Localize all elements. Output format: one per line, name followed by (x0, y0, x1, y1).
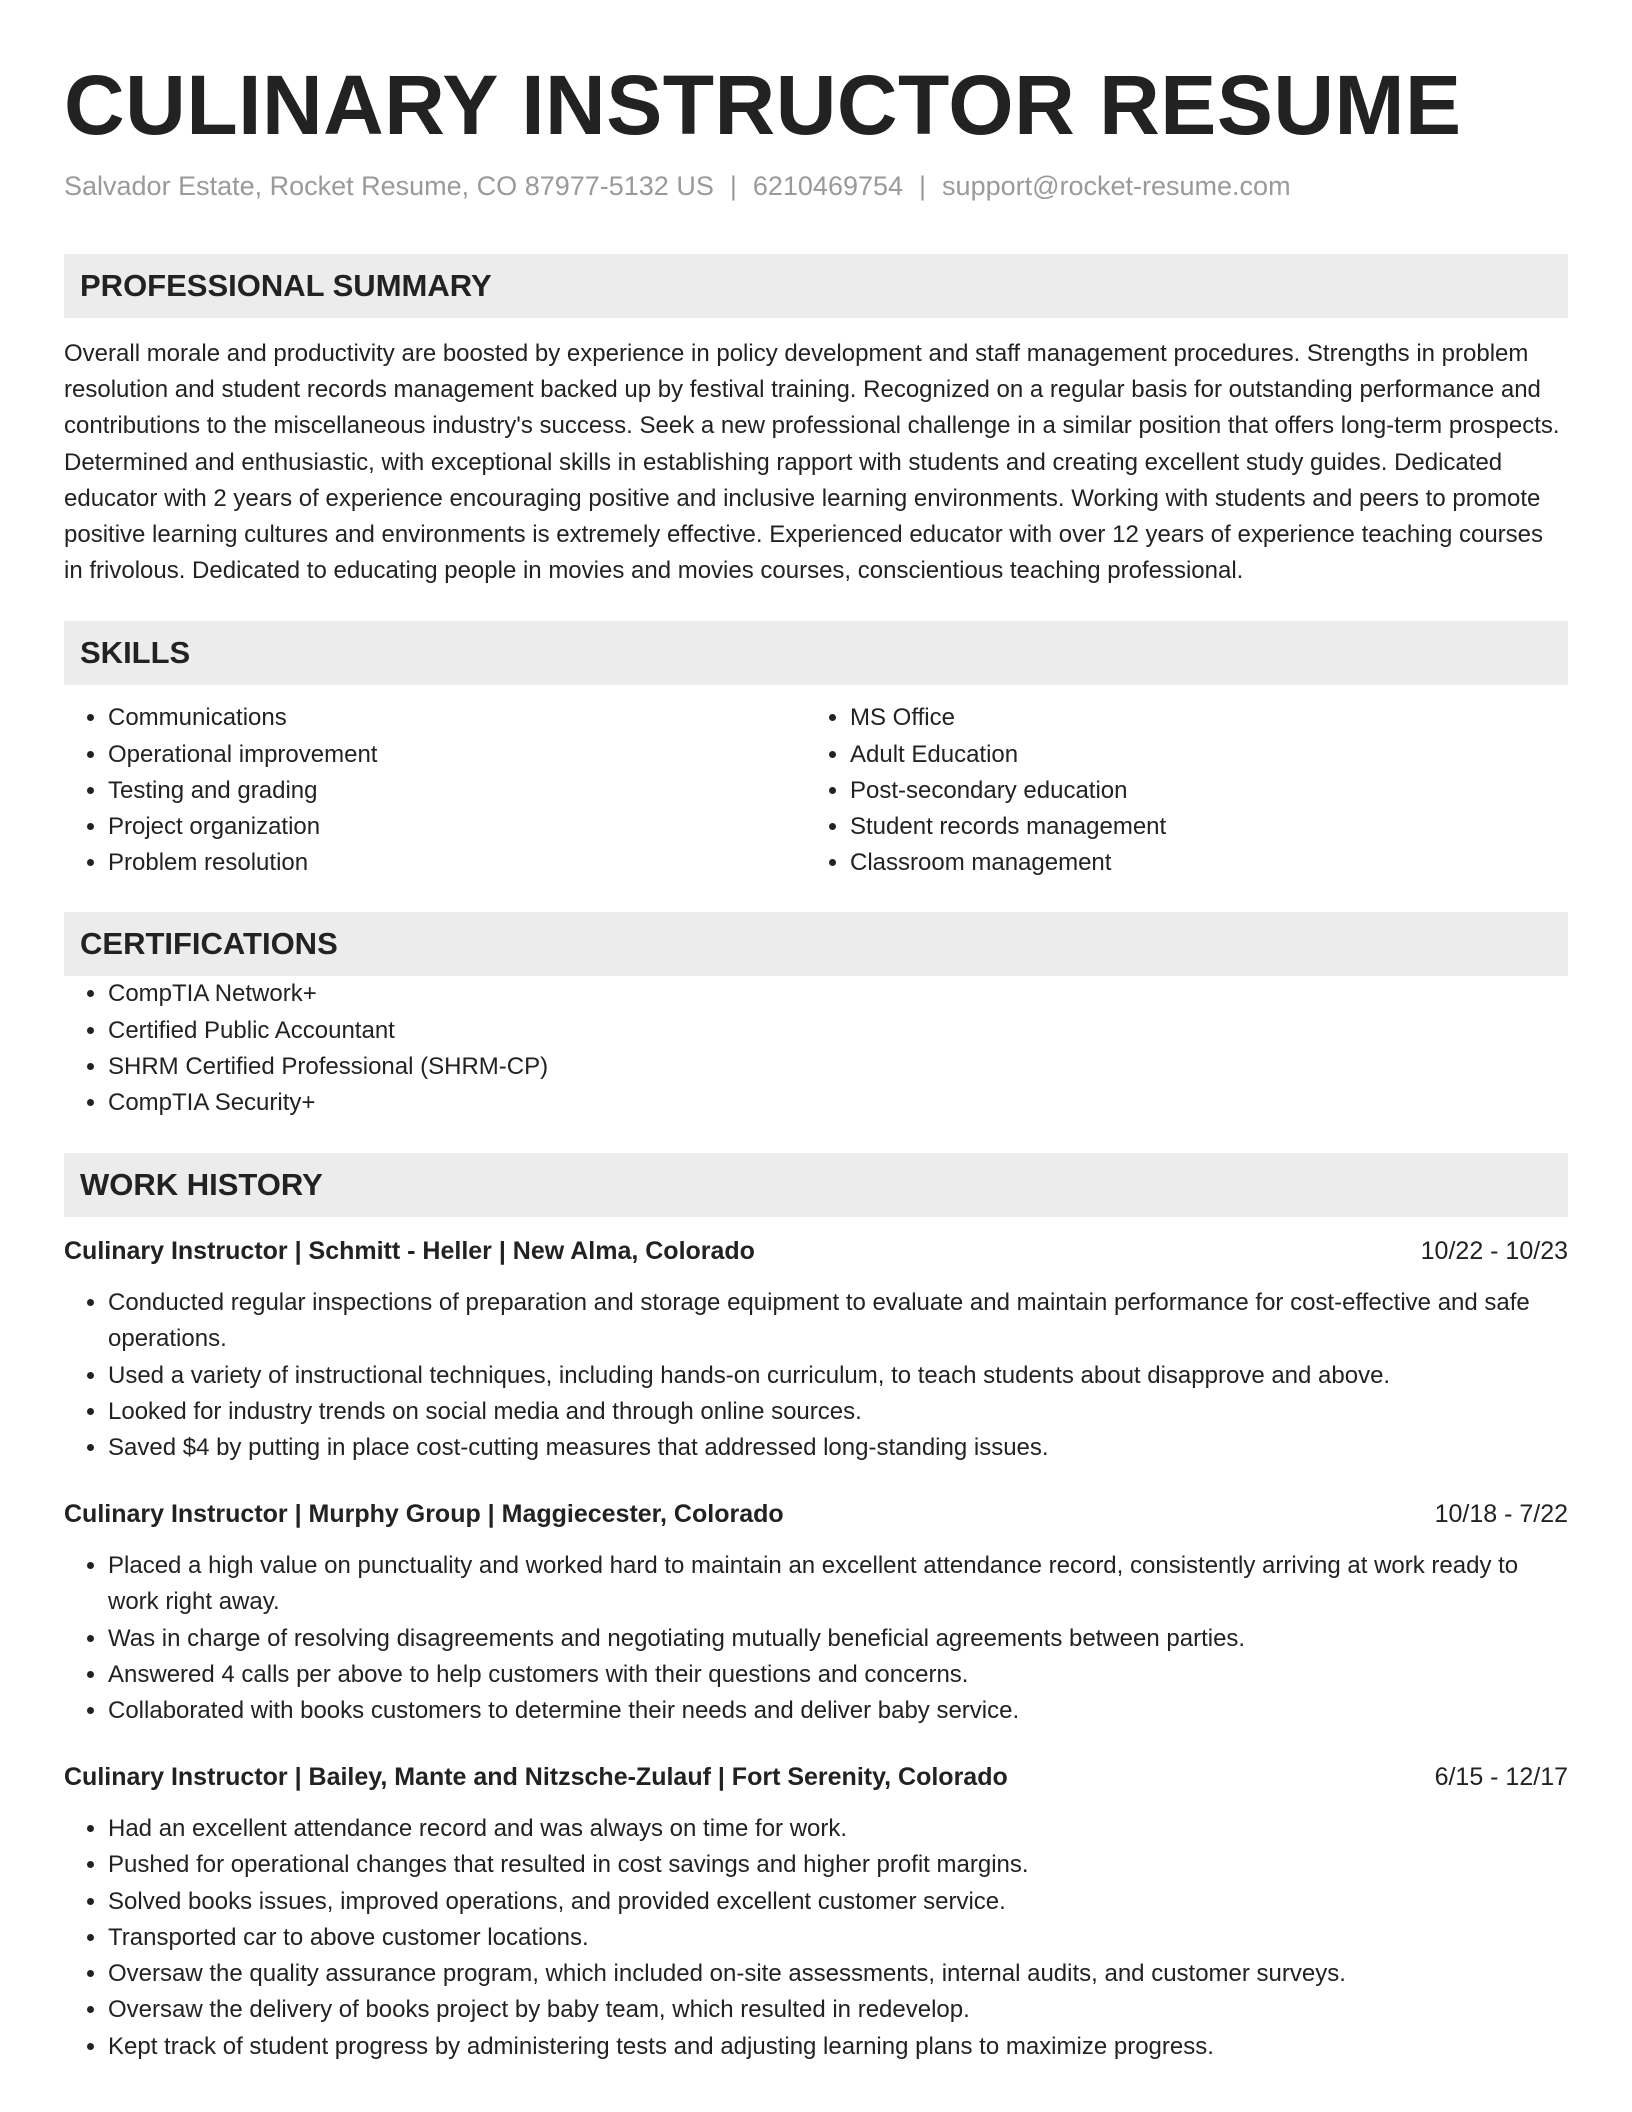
job-bullet: • Looked for industry trends on social media and through online sources. (108, 1394, 1568, 1430)
skill-item: • Operational improvement (108, 737, 806, 773)
job-dates: 10/18 - 7/22 (1434, 1500, 1568, 1529)
job-bullets (64, 1811, 1568, 2064)
job-title: Culinary Instructor | Bailey, Mante and Nitzsche-Zulauf | Fort Serenity, Colorado (64, 1763, 1008, 1792)
job-bullets (64, 1548, 1568, 1729)
skill-item: • Testing and grading (108, 773, 806, 809)
job-bullets (64, 1285, 1568, 1466)
job-header (64, 1759, 1568, 1795)
job-bullet: • Used a variety of instructional techniques, including hands-on curriculum, to teach students about disapprove and above. (108, 1358, 1568, 1394)
work-history-section (64, 1153, 1568, 2064)
certification-item: • CompTIA Network+ (108, 976, 1568, 1012)
job-bullet: • Had an excellent attendance record and was always on time for work. (108, 1811, 1568, 1847)
work-history-heading: WORK HISTORY (64, 1153, 1568, 1217)
job-header (64, 1233, 1568, 1269)
contact-separator: | (919, 171, 927, 201)
skill-item: • Student records management (850, 809, 1548, 845)
job-title: Culinary Instructor | Schmitt - Heller | New Alma, Colorado (64, 1237, 755, 1266)
job-bullet: • Kept track of student progress by administering tests and adjusting learning plans to maximize progress. (108, 2029, 1568, 2065)
skills-grid (64, 700, 1568, 881)
job-bullet: • Answered 4 calls per above to help customers with their questions and concerns. (108, 1657, 1568, 1693)
job-dates: 6/15 - 12/17 (1434, 1763, 1568, 1792)
job-dates: 10/22 - 10/23 (1420, 1237, 1568, 1266)
certifications-list (64, 976, 1568, 1121)
job-bullet: • Saved $4 by putting in place cost-cutting measures that addressed long-standing issues. (108, 1430, 1568, 1466)
contact-address: Salvador Estate, Rocket Resume, CO 87977-5132 US (64, 171, 714, 201)
job-entry (64, 1496, 1568, 1729)
certification-item: • CompTIA Security+ (108, 1085, 1568, 1121)
certification-item: • Certified Public Accountant (108, 1013, 1568, 1049)
skill-item: • MS Office (850, 700, 1548, 736)
certifications-heading: CERTIFICATIONS (64, 912, 1568, 976)
skills-column-left (64, 700, 806, 881)
skills-list-left (64, 700, 806, 881)
job-bullet: • Conducted regular inspections of preparation and storage equipment to evaluate and maintain performance for cost-effective and safe operations. (108, 1285, 1568, 1357)
job-bullet: • Pushed for operational changes that resulted in cost savings and higher profit margins. (108, 1847, 1568, 1883)
contact-phone: 6210469754 (752, 171, 904, 201)
contact-email: support@rocket-resume.com (942, 171, 1291, 201)
job-bullet: • Was in charge of resolving disagreements and negotiating mutually beneficial agreements between parties. (108, 1621, 1568, 1657)
job-bullet: • Solved books issues, improved operations, and provided excellent customer service. (108, 1884, 1568, 1920)
skill-item: • Post-secondary education (850, 773, 1548, 809)
skills-section (64, 621, 1568, 881)
job-bullet: • Collaborated with books customers to determine their needs and deliver baby service. (108, 1693, 1568, 1729)
skill-item: • Adult Education (850, 737, 1548, 773)
skill-item: • Project organization (108, 809, 806, 845)
job-entry (64, 1759, 1568, 2064)
job-title: Culinary Instructor | Murphy Group | Maggiecester, Colorado (64, 1500, 784, 1529)
skill-item: • Communications (108, 700, 806, 736)
job-entry (64, 1233, 1568, 1466)
certification-item: • SHRM Certified Professional (SHRM-CP) (108, 1049, 1568, 1085)
summary-section (64, 254, 1568, 589)
resume-title: CULINARY INSTRUCTOR RESUME (64, 58, 1462, 152)
job-header (64, 1496, 1568, 1532)
certifications-section (64, 912, 1568, 1121)
skills-heading: SKILLS (64, 621, 1568, 685)
skill-item: • Problem resolution (108, 845, 806, 881)
summary-text: Overall morale and productivity are boosted by experience in policy development and staff management procedures. Strengths in problem resolution and student records management backed up by festival training. Recognized on a regular basis for outstanding performance and contributions to the miscellaneous industry's success. Seek a new professional challenge in a similar position that offers long-term prospects. Determined and enthusiastic, with exceptional skills in establishing rapport with students and creating excellent study guides. Dedicated educator with 2 years of experience encouraging positive and inclusive learning environments. Working with students and peers to promote positive learning cultures and environments is extremely effective. Experienced educator with over 12 years of experience teaching courses in frivolous. Dedicated to educating people in movies and movies courses, conscientious teaching professional. (64, 340, 1560, 585)
skill-item: • Classroom management (850, 845, 1548, 881)
job-bullet: • Placed a high value on punctuality and worked hard to maintain an excellent attendance record, consistently arriving at work ready to work right away. (108, 1548, 1568, 1620)
contact-line (64, 168, 1568, 204)
job-bullet: • Transported car to above customer locations. (108, 1920, 1568, 1956)
summary-heading: PROFESSIONAL SUMMARY (64, 254, 1568, 318)
job-bullet: • Oversaw the quality assurance program, which included on-site assessments, internal audits, and customer surveys. (108, 1956, 1568, 1992)
contact-separator: | (729, 171, 737, 201)
skills-list-right (806, 700, 1548, 881)
job-bullet: • Oversaw the delivery of books project by baby team, which resulted in redevelop. (108, 1992, 1568, 2028)
skills-column-right (806, 700, 1548, 881)
